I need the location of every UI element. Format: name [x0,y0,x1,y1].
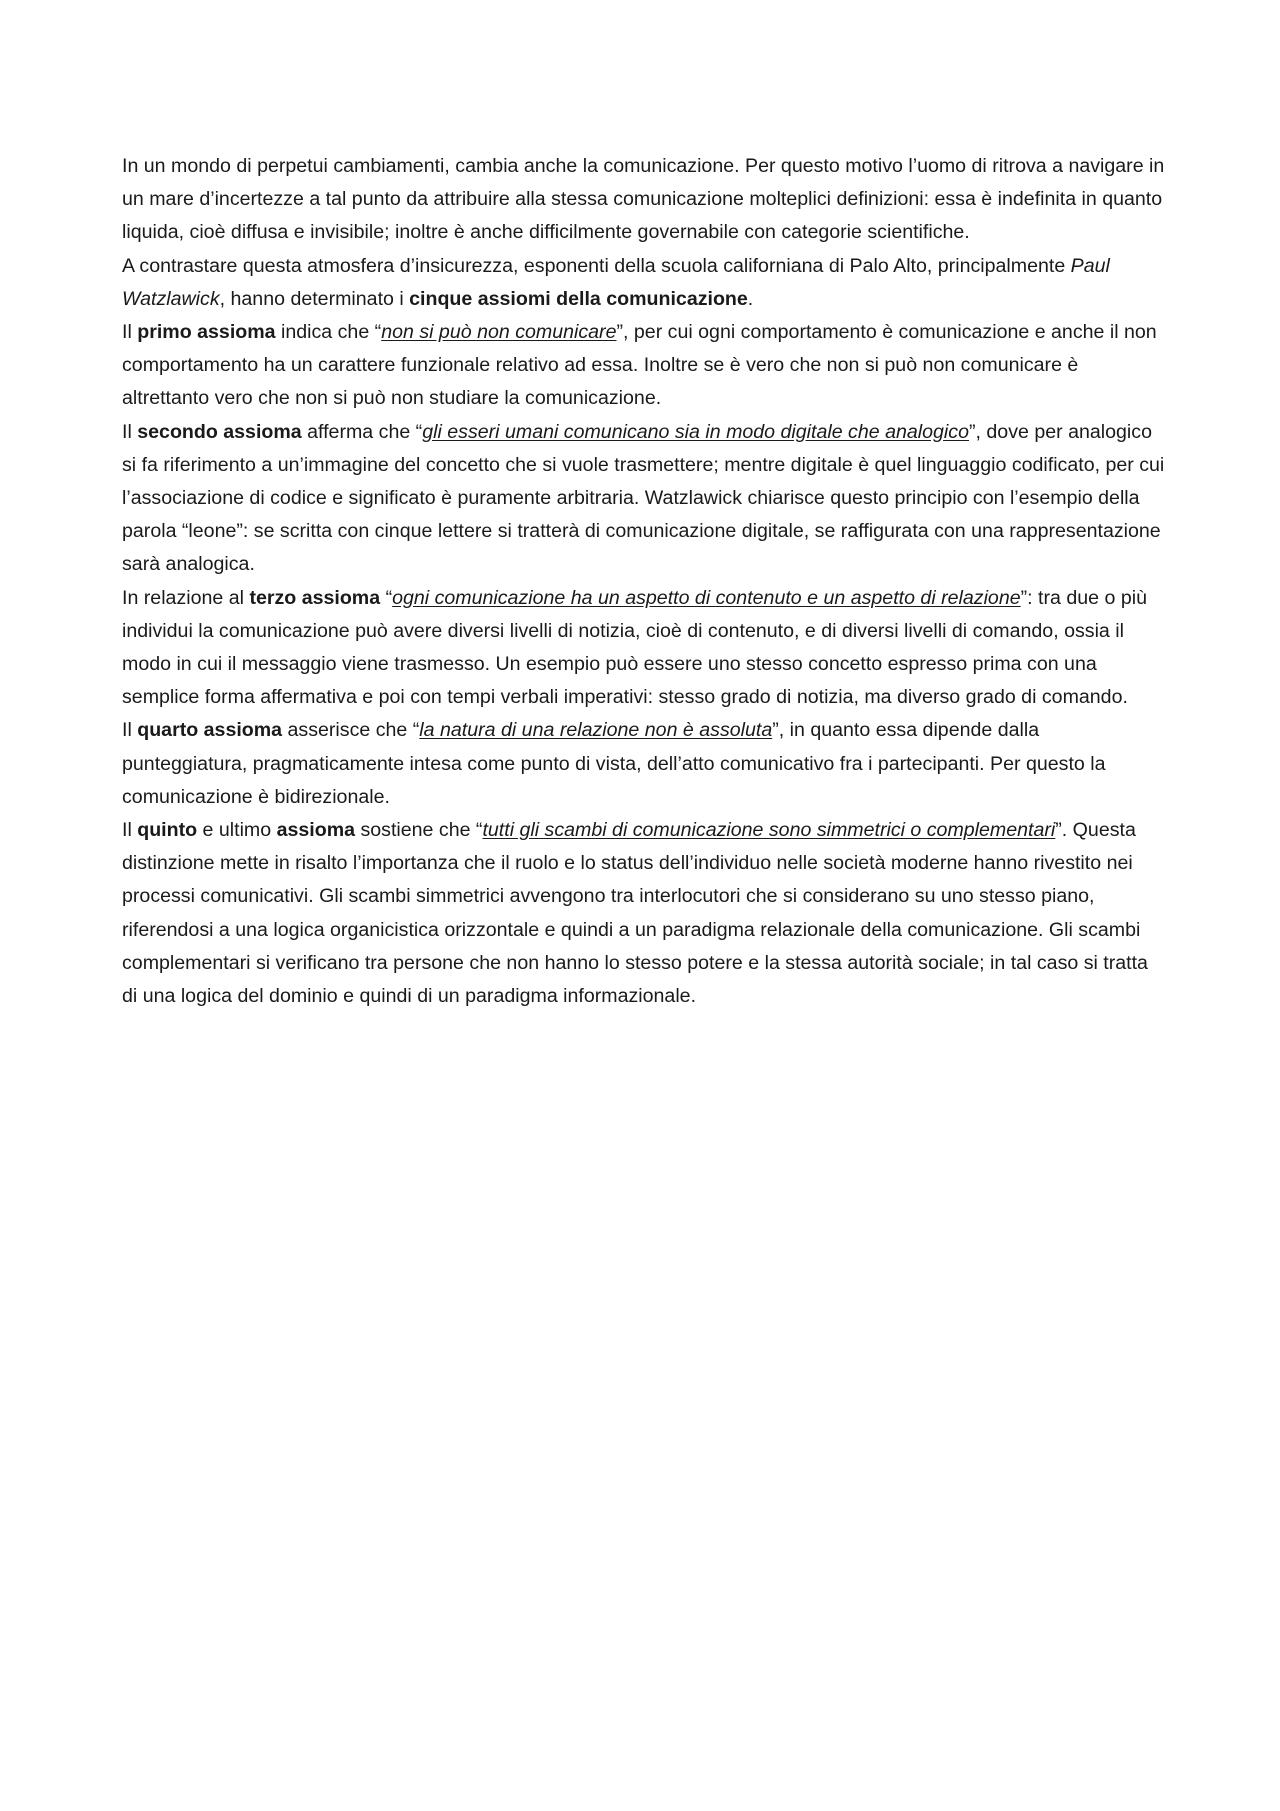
paragraph-axiom-3 [122,582,1167,715]
text-run: sostiene che “ [355,819,483,842]
axiom-quote: tutti gli scambi di comunicazione sono simmetrici o complementari [482,819,1056,842]
text-run: , hanno determinato i [219,287,410,310]
bold-term: cinque assiomi della comunicazione [409,287,748,310]
bold-term: secondo assioma [137,420,302,443]
document-body [122,150,1167,1013]
text-run: “ [380,586,393,609]
text-run: asserisce che “ [282,719,420,742]
text-run: Il [122,321,138,344]
text-run: ”, per cui ogni comportamento è comunicazione e anche il non comportamento ha un carattere funzionale relativo ad essa. Inoltre se è vero che non si può non comunicare è altrettanto vero che non si può non studiare la comunicazione. [122,321,1157,410]
bold-term: quinto [137,819,198,842]
text-run: In relazione al [122,586,250,609]
text-run: indica che “ [275,321,382,344]
text-run: afferma che “ [301,420,423,443]
italic-name: Paul Watzlawick [122,254,1110,310]
text-run: Il [122,719,138,742]
axiom-quote: non si può non comunicare [381,321,617,344]
axiom-quote: gli esseri umani comunicano sia in modo digitale che analogico [422,420,969,443]
text-run: ”, in quanto essa dipende dalla punteggiatura, pragmaticamente intesa come punto di vista, dell’atto comunicativo fra i partecipanti. Per questo la comunicazione è bidirezionale. [122,719,1106,808]
text-run: Il [122,420,138,443]
paragraph-context [122,250,1167,316]
paragraph-axiom-5 [122,814,1167,1013]
bold-term: assioma [276,819,356,842]
text-run: ”. Questa distinzione mette in risalto l’importanza che il ruolo e lo status dell’individuo nelle società moderne hanno rivestito nei processi comunicativi. Gli scambi simmetrici avvengono tra interlocutori che si considerano su uno stesso piano, riferendosi a una logica organicistica orizzontale e quindi a un paradigma relazionale della comunicazione. Gli scambi complementari si verificano tra persone che non hanno lo stesso potere e la stessa autorità sociale; in tal caso si tratta di una logica del dominio e quindi di un paradigma informazionale. [122,819,1148,1008]
bold-term: quarto assioma [137,719,283,742]
paragraph-axiom-4 [122,714,1167,814]
paragraph-intro [122,150,1167,250]
axiom-quote: la natura di una relazione non è assoluta [419,719,773,742]
text-run: ”: tra due o più individui la comunicazione può avere diversi livelli di notizia, cioè di contenuto, e di diversi livelli di comando, ossia il modo in cui il messaggio viene trasmesso. Un esempio può essere uno stesso concetto espresso prima con una semplice forma affermativa e poi con tempi verbali imperativi: stesso grado di notizia, ma diverso grado di comando. [122,586,1147,709]
bold-term: terzo assioma [249,586,381,609]
paragraph-axiom-2 [122,416,1167,582]
text-run: ”, dove per analogico si fa riferimento a un’immagine del concetto che si vuole trasmettere; mentre digitale è quel linguaggio codificato, per cui l’associazione di codice e significato è puramente arbitraria. Watzlawick chiarisce questo principio con l’esempio della parola “leone”: se scritta con cinque lettere si tratterà di comunicazione digitale, se raffigurata con una rappresentazione sarà analogica. [122,420,1165,576]
text-run: In un mondo di perpetui cambiamenti, cambia anche la comunicazione. Per questo motivo l’uomo di ritrova a navigare in un mare d’incertezze a tal punto da attribuire alla stessa comunicazione molteplici definizioni: essa è indefinita in quanto liquida, cioè diffusa e invisibile; inoltre è anche difficilmente governabile con categorie scientifiche. [122,155,1165,244]
bold-term: primo assioma [137,321,276,344]
text-run: Il [122,819,138,842]
text-run: A contrastare questa atmosfera d’insicurezza, esponenti della scuola californiana di Palo Alto, principalmente [122,254,1071,277]
axiom-quote: ogni comunicazione ha un aspetto di contenuto e un aspetto di relazione [392,586,1021,609]
paragraph-axiom-1 [122,316,1167,416]
text-run: e ultimo [197,819,277,842]
text-run: . [747,287,754,310]
